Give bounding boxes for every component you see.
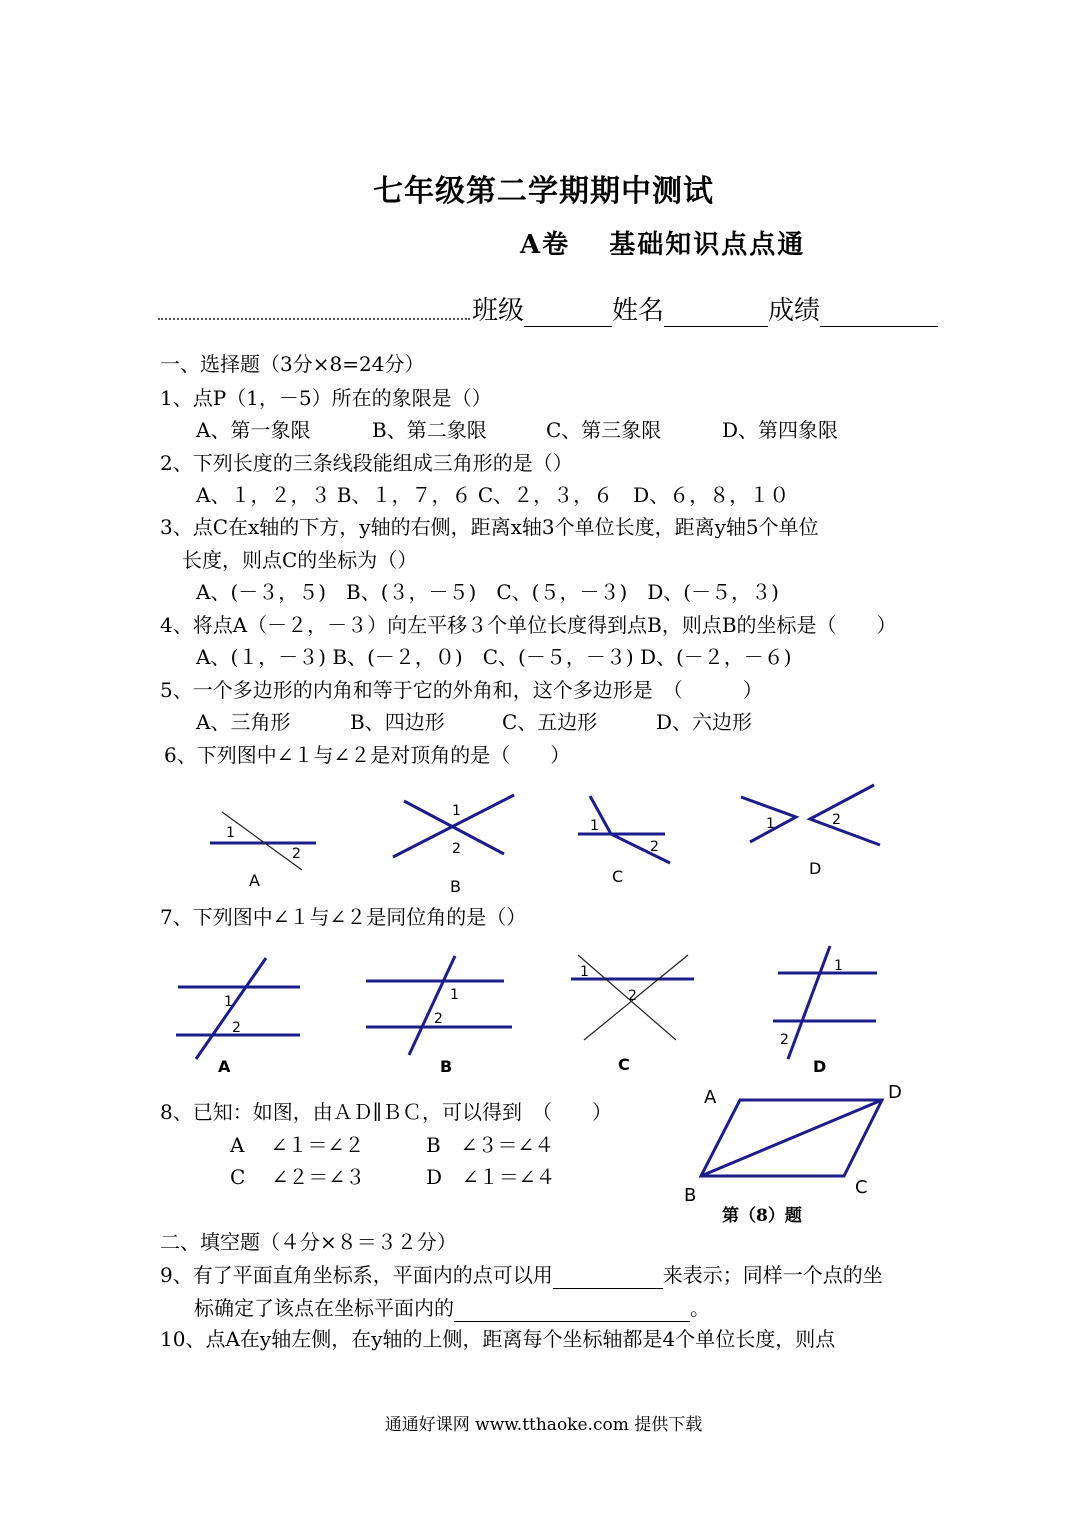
q7c-angle-2: 2 <box>628 988 637 1004</box>
section2-heading: 二、填空题（４分×８＝３２分） <box>160 1230 457 1254</box>
q9-text-3: 标确定了该点在坐标平面内的 <box>194 1296 454 1320</box>
q8-figure-caption: 第（8）题 <box>722 1206 802 1226</box>
q7-figure-d[interactable] <box>773 946 877 1076</box>
q9-blank-1[interactable] <box>553 1266 663 1289</box>
q7a-angle-1: 1 <box>224 994 233 1010</box>
q1-option-d[interactable]: D、第四象限 <box>722 418 839 442</box>
q6-stem: 6、下列图中∠１与∠２是对顶角的是（ ） <box>164 743 571 767</box>
q4-stem: 4、将点A（－２，－３）向左平移３个单位长度得到点B，则点B的坐标是（ ） <box>160 613 897 637</box>
q3-options[interactable]: A、(－３，５) B、(３，－５) C、(５，－３) D、(－５，３) <box>196 580 779 604</box>
name-label: 姓名 <box>612 296 665 326</box>
q8-figure[interactable] <box>684 1082 902 1206</box>
q8-diagonal-bd <box>701 1100 882 1176</box>
q7-figure-c[interactable] <box>571 955 694 1074</box>
q1-option-c[interactable]: C、第三象限 <box>546 418 662 442</box>
q10-stem: 10、点A在y轴左侧，在y轴的上侧，距离每个坐标轴都是4个单位长度，则点 <box>160 1327 836 1351</box>
q6c-angle-2: 2 <box>650 839 659 855</box>
q6c-label: C <box>612 867 624 886</box>
q6a-label: A <box>249 871 260 890</box>
q7b-angle-2: 2 <box>434 1011 443 1027</box>
q7-figure-a[interactable] <box>176 958 300 1076</box>
q7d-angle-1: 1 <box>834 958 843 974</box>
q6d-angle-2: 2 <box>832 812 841 828</box>
q9-text-2: 来表示；同样一个点的坐 <box>662 1263 883 1287</box>
q1-option-b[interactable]: B、第二象限 <box>372 418 487 442</box>
q1-option-a[interactable]: A、第一象限 <box>196 418 311 442</box>
q9-line2 <box>194 1294 710 1322</box>
q7a-label: A <box>218 1057 231 1076</box>
q2-stem: 2、下列长度的三条线段能组成三角形的是（） <box>160 451 573 475</box>
q6d-label: D <box>809 859 822 878</box>
q8-option-a[interactable]: A ∠１＝∠２ <box>230 1133 365 1157</box>
q7d-angle-2: 2 <box>780 1032 789 1048</box>
q6-figure-b[interactable] <box>393 795 514 896</box>
q6b-label: B <box>450 877 461 896</box>
q5-option-c[interactable]: C、五边形 <box>502 710 598 734</box>
q7c-cross-line-1 <box>578 955 676 1040</box>
q8-stem: 8、已知：如图，由ＡＤ∥ＢＣ，可以得到 （ ） <box>160 1100 612 1124</box>
q9-line1 <box>160 1261 883 1289</box>
q8-vertex-a: A <box>704 1087 717 1108</box>
page-footer: 通通好课网 www.tthaoke.com 提供下载 <box>384 1415 703 1435</box>
q6c-angle-1: 1 <box>590 818 599 834</box>
q6a-angle-1: 1 <box>226 825 235 841</box>
page-subtitle: A卷 基础知识点点通 <box>520 230 806 260</box>
q6-figure-a[interactable] <box>210 812 316 890</box>
q6-figure-d[interactable] <box>741 785 880 878</box>
q5-stem: 5、一个多边形的内角和等于它的外角和，这个多边形是 （ ） <box>160 678 763 702</box>
q8-vertex-b: B <box>684 1185 697 1206</box>
q7b-label: B <box>440 1057 453 1076</box>
q7a-angle-2: 2 <box>232 1020 241 1036</box>
q5-option-d[interactable]: D、六边形 <box>656 710 753 734</box>
q8-option-c[interactable]: C ∠２＝∠３ <box>230 1165 366 1189</box>
q7d-label: D <box>813 1057 827 1076</box>
q6a-transversal <box>222 812 302 870</box>
q7d-transversal <box>788 946 830 1059</box>
q6d-angle-right <box>810 785 880 845</box>
section1-heading: 一、选择题（3分×8=24分） <box>160 352 425 376</box>
q5-option-b[interactable]: B、四边形 <box>350 710 445 734</box>
q2-options[interactable]: A、１，２，３ B、１，７，６ C、２，３，６ D、６，８，１０ <box>196 483 790 507</box>
q6b-angle-2: 2 <box>452 841 461 857</box>
q6c-ray-down <box>611 834 670 863</box>
q8-vertex-c: C <box>855 1177 868 1198</box>
q7-figure-b[interactable] <box>366 956 512 1076</box>
q7c-label: C <box>618 1055 630 1074</box>
q9-text-4: 。 <box>690 1296 710 1320</box>
score-label: 成绩 <box>768 296 821 326</box>
q6b-angle-1: 1 <box>452 803 461 819</box>
q1-stem: 1、点P（1，－5）所在的象限是（） <box>160 386 492 410</box>
q5-option-a[interactable]: A、三角形 <box>196 710 291 734</box>
q8-vertex-d: D <box>888 1082 902 1103</box>
q7b-angle-1: 1 <box>450 987 459 1003</box>
q6d-angle-1: 1 <box>766 816 775 832</box>
q7-stem: 7、下列图中∠１与∠２是同位角的是（） <box>160 905 527 929</box>
q6a-angle-2: 2 <box>292 846 301 862</box>
q7c-angle-1: 1 <box>580 964 589 980</box>
q6-figure-c[interactable] <box>578 796 670 886</box>
class-label: 班级 <box>472 296 525 326</box>
q3-stem-line2: 长度，则点C的坐标为（） <box>182 548 418 572</box>
q9-text-1: 9、有了平面直角坐标系，平面内的点可以用 <box>160 1263 553 1287</box>
q4-options[interactable]: A、(１，－３) B、(－２，０) C、(－５，－３) D、(－２，－６) <box>196 645 792 669</box>
q3-stem-line1: 3、点C在x轴的下方，y轴的右侧，距离x轴3个单位长度，距离y轴5个单位 <box>160 515 819 539</box>
q8-option-b[interactable]: B ∠３＝∠４ <box>426 1133 555 1157</box>
q9-blank-2[interactable] <box>454 1299 690 1322</box>
q7b-transversal <box>409 956 455 1055</box>
page-title: 七年级第二学期期中测试 <box>373 174 714 209</box>
q8-option-d[interactable]: D ∠１＝∠４ <box>426 1165 556 1189</box>
